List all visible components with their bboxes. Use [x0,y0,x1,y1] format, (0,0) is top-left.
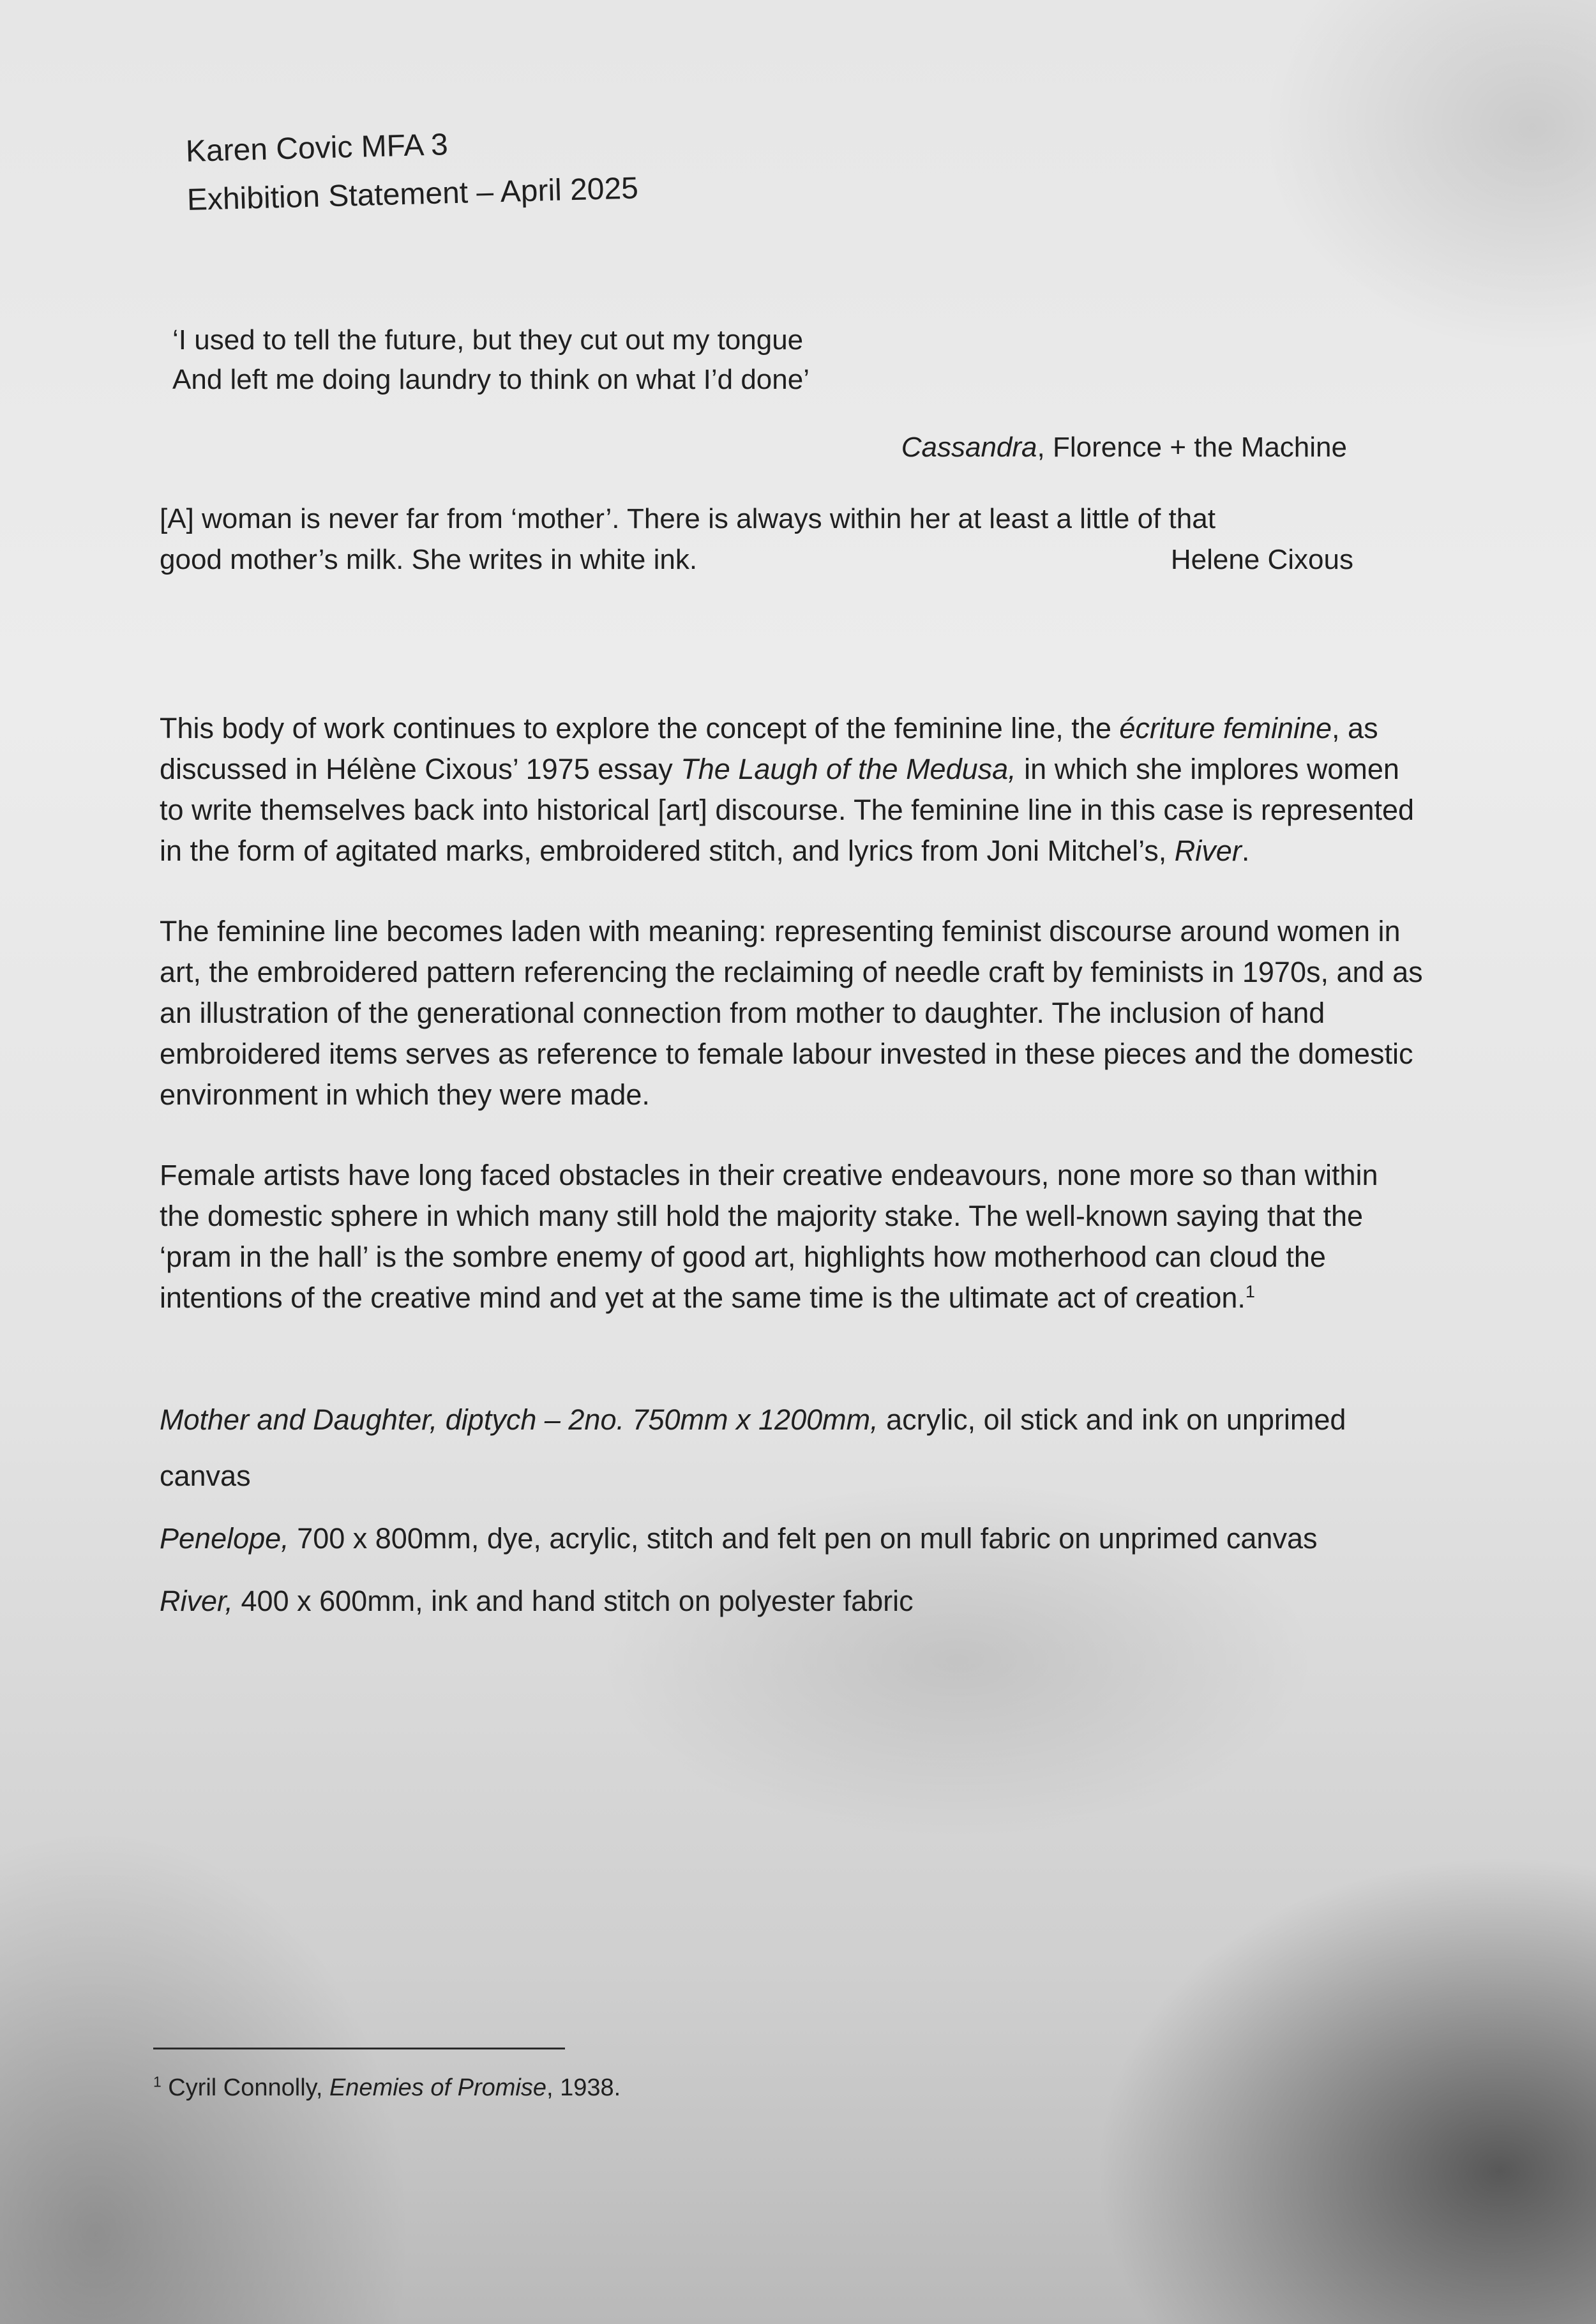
footnote-reference: 1 [1245,1282,1255,1301]
epigraph-lyrics [172,321,1424,400]
paragraph-feminine-line [160,708,1424,871]
work-title: Penelope, [160,1522,289,1555]
work-item [160,1392,1424,1504]
cixous-quote-line-2: good mother’s milk. She writes in white ink. [160,544,698,575]
p3-text: Female artists have long faced obstacles in their creative endeavours, none more so than within the domestic sphere in which many still hold the majority stake. The well-known saying that the ‘pram in the hall’ is the sombre enemy of good art, highlights how motherhood can cloud the intentions of the creative mind and yet at the same time is the ultimate act of creation. [160,1159,1378,1314]
p1-text-g: . [1241,834,1250,867]
author-line: Karen Covic MFA 3 [185,128,449,169]
footnote-divider [153,2048,565,2049]
works-list [160,1392,1424,1629]
footnote [153,2072,621,2104]
footnote-author: Cyril Connolly, [161,2074,329,2101]
work-item [160,1573,1424,1629]
cixous-quote-line-1: [A] woman is never far from ‘mother’. There is always within her at least a little of that [160,503,1216,534]
document-header [185,95,1426,225]
work-title: River, [160,1585,234,1617]
epigraph-line-2: And left me doing laundry to think on what I’d done’ [172,364,809,395]
p1-text-a: This body of work continues to explore the concept of the feminine line, the [160,712,1120,744]
cixous-quote [160,499,1353,580]
work-title: Mother and Daughter, diptych – 2no. 750mm x 1200mm, [160,1403,878,1436]
song-title: Cassandra [901,432,1037,463]
statement-title: Exhibition Statement – April 2025 [186,171,639,217]
epigraph-attribution [160,432,1347,464]
work-details: 400 x 600mm, ink and hand stitch on polyester fabric [233,1585,914,1617]
document-content [160,128,1424,1636]
p1-ecriture-feminine: écriture feminine [1119,712,1332,744]
p1-song-river: River [1174,834,1242,867]
work-details: acrylic, oil stick and ink on unprimed canvas [160,1403,1346,1492]
paragraph-meaning: The feminine line becomes laden with meaning: representing feminist discourse around women in art, the embroidered pattern referencing the reclaiming of needle craft by feminists in 1970s, and as an illustration of the generational connection from mother to daughter. The inclusion of hand embroidered items serves as reference to female labour invested in these pieces and the domestic environment in which they were made. [160,915,1423,1111]
p1-text-e: in which she implores women to write themselves back into historical [art] discourse. The feminine line in this case is represented in the form of agitated marks, embroidered stitch, and lyrics from Joni Mitchel’s, [160,753,1415,867]
cixous-quote-row-2 [160,540,1353,580]
epigraph-line-1: ‘I used to tell the future, but they cut out my tongue [172,324,804,356]
work-item [160,1511,1424,1567]
work-details: 700 x 800mm, dye, acrylic, stitch and felt pen on mull fabric on unprimed canvas [289,1522,1318,1555]
p1-essay-title: The Laugh of the Medusa, [681,753,1016,785]
cixous-quote-author: Helene Cixous [1170,544,1353,575]
p1-text-c: , as discussed in Hélène Cixous’ 1975 essay [160,712,1378,785]
footnote-work-title: Enemies of Promise [329,2074,546,2101]
footnote-mark: 1 [153,2073,162,2090]
song-artist: , Florence + the Machine [1037,432,1347,463]
paragraph-obstacles [160,1155,1424,1318]
footnote-year: , 1938. [546,2074,621,2101]
